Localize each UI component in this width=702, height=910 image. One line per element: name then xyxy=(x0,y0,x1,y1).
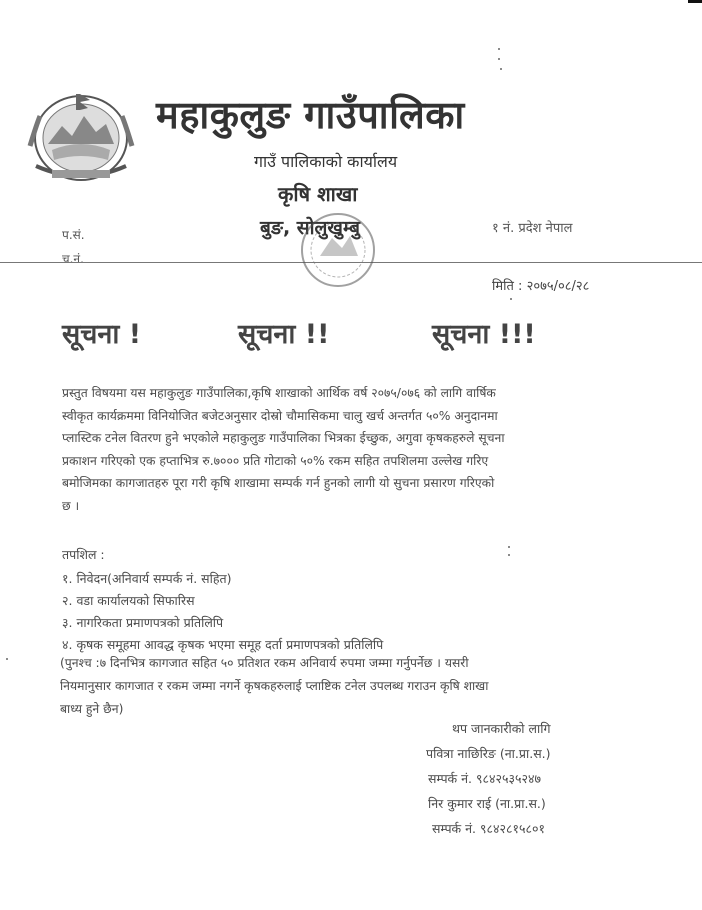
office-subtitle: गाउँ पालिकाको कार्यालय xyxy=(254,152,398,171)
body-line: छ । xyxy=(62,498,80,513)
office-address: बुङ, सोलुखुम्बु xyxy=(260,217,360,239)
postscript-note xyxy=(60,652,612,721)
notice-heading-1: सूचना ! xyxy=(62,319,142,350)
contact-person-1: पवित्रा नाछिरिङ (ना.प्रा.स.) xyxy=(426,746,551,761)
body-line: बमोजिमका कागजातहरु पूरा गरी कृषि शाखामा सम्पर्क गर्न हुनको लागी यो सुचना प्रसारण गरिएको xyxy=(62,476,495,491)
scan-speck xyxy=(498,48,500,50)
contact-heading: थप जानकारीको लागि xyxy=(452,721,551,736)
notice-heading-2: सूचना !! xyxy=(238,319,330,350)
body-line: प्लास्टिक टनेल वितरण हुने भएकोले महाकुलुङ गाउँपालिका भित्रका ईच्छुक, अगुवा कृषकहरुले सूचना xyxy=(62,431,505,446)
office-title: महाकुलुङ गाउँपालिका xyxy=(156,93,465,137)
list-item: १. निवेदन(अनिवार्य सम्पर्क नं. सहित) xyxy=(62,571,232,586)
contact-phone-2: सम्पर्क नं. ९८४२८१५८०१ xyxy=(432,821,545,836)
contact-person-2: निर कुमार राई (ना.प्रा.स.) xyxy=(428,796,546,811)
scan-speck xyxy=(498,58,500,60)
note-line: (पुनश्च :७ दिनभित्र कागजात सहित ५० प्रतिशत रकम अनिवार्य रुपमा जम्मा गर्नुपर्नेछ । यसरी xyxy=(60,656,469,670)
scan-corner-mark xyxy=(688,0,702,3)
body-line: स्वीकृत कार्यक्रममा विनियोजित बजेटअनुसार दोस्रो चौमासिकमा चालु खर्च अन्तर्गत ५०% अनुदानमा xyxy=(62,408,498,423)
scan-speck xyxy=(508,554,510,556)
scan-speck xyxy=(510,298,512,300)
details-list xyxy=(62,568,383,656)
nepal-emblem-icon xyxy=(22,86,140,186)
scan-speck xyxy=(508,546,510,548)
branch-name: कृषि शाखा xyxy=(278,182,358,206)
contact-block xyxy=(420,716,551,841)
scan-speck xyxy=(6,658,8,660)
list-item: ४. कृषक समूहमा आवद्ध कृषक भएमा समूह दर्ता प्रमाणपत्रको प्रतिलिपि xyxy=(62,637,384,652)
reference-cn-label: च.नं. xyxy=(62,252,84,266)
note-line: नियमानुसार कागजात र रकम जम्मा नगर्ने कृषकहरुलाई प्लाष्टिक टनेल उपलब्ध गराउन कृषि शाखा xyxy=(60,679,489,693)
details-heading: तपशिल : xyxy=(62,547,105,562)
body-line: प्रस्तुत विषयमा यस महाकुलुङ गाउँपालिका,कृषि शाखाको आर्थिक वर्ष २०७५/०७६ को लागि वार्षिक xyxy=(62,386,496,400)
office-stamp-icon xyxy=(292,208,384,292)
notice-date: मिति : २०७५/०८/२८ xyxy=(492,279,590,294)
contact-phone-1: सम्पर्क नं. ९८४२५३५२४७ xyxy=(428,771,541,786)
list-item: २. वडा कार्यालयको सिफारिस xyxy=(62,593,195,608)
list-item: ३. नागरिकता प्रमाणपत्रको प्रतिलिपि xyxy=(62,615,224,630)
notice-heading-3: सूचना !!! xyxy=(432,319,536,350)
province-label: १ नं. प्रदेश नेपाल xyxy=(492,221,573,236)
scan-speck xyxy=(500,68,502,70)
notice-body xyxy=(62,382,610,518)
note-line: बाध्य हुने छैन) xyxy=(60,702,124,716)
body-line: प्रकाशन गरिएको एक हप्ताभित्र रु.७००० प्रति गोटाको ५०% रकम सहित तपशिलमा उल्लेख गरिए xyxy=(62,453,489,468)
reference-ps-label: प.सं. xyxy=(62,228,85,242)
